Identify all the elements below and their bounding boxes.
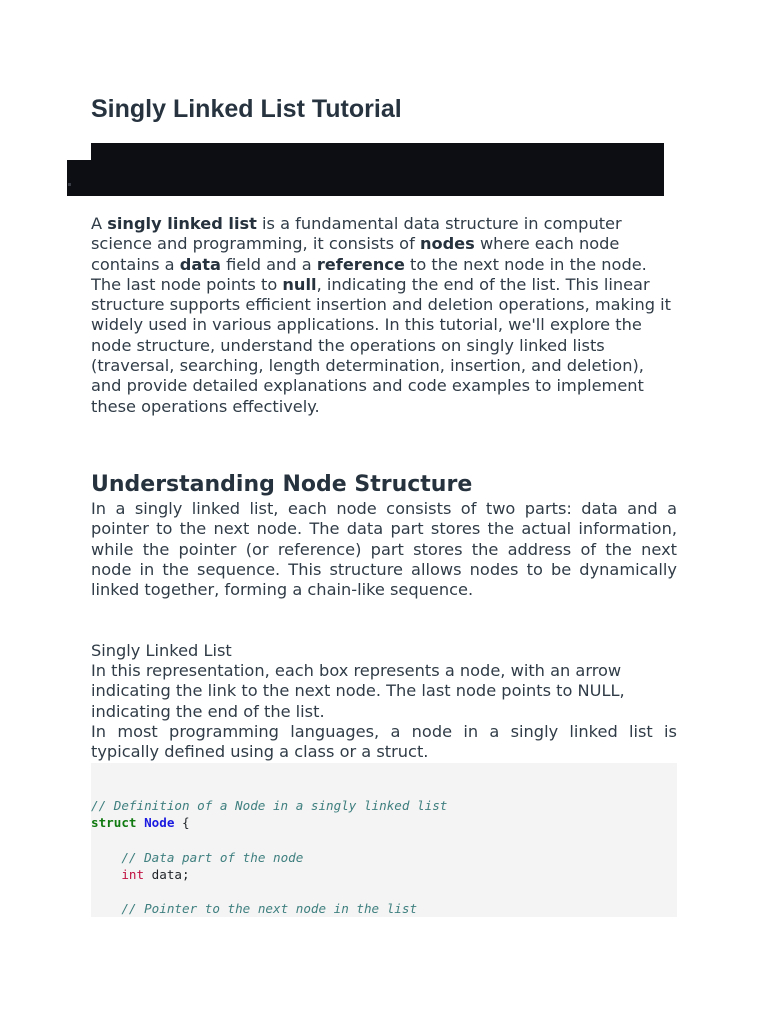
intro-paragraph — [91, 214, 677, 417]
languages-paragraph: In most programming languages, a node in a singly linked list is typically defined using a class or a struct. — [91, 722, 677, 762]
intro-text-3: where each node contains a — [91, 234, 620, 274]
code-type-node: Node — [144, 815, 175, 831]
code-comment-definition: // Definition of a Node in a singly linked list — [91, 798, 448, 813]
code-comment-pointer: // Pointer to the next node in the list — [121, 901, 418, 917]
banner-marker — [68, 183, 71, 186]
intro-text-5: to the next node in the node. The last node points to — [91, 254, 647, 294]
code-block — [91, 763, 677, 917]
representation-paragraph: In this representation, each box represents a node, with an arrow indicating the link to the next node. The last node points to NULL, indicating the end of the list. — [91, 661, 625, 721]
code-brace-open: { — [174, 815, 190, 831]
term-singly-linked-list: singly linked list — [107, 214, 257, 233]
code-comment-data: // Data part of the node — [121, 849, 304, 865]
intro-text-2: is a fundamental data structure in computer science and programming, it consists of — [91, 214, 622, 254]
dark-banner-tab — [67, 160, 93, 196]
term-nodes: nodes — [419, 234, 475, 254]
intro-text-6: , indicating the end of the list. This linear structure supports efficient insertion and deletion operations, making it widely used in various applications. In this tutorial, we'll explore the node structure, understand the operations on singly linked lists (traversal, searching, length determination, insertion, and deletion), and provide detailed explanations and code examples to implement these operations effectively. — [91, 274, 671, 416]
code-field-data: data; — [144, 866, 190, 882]
figure-caption: Singly Linked List — [91, 641, 232, 660]
code-listing — [91, 763, 677, 917]
page-title: Singly Linked List Tutorial — [91, 95, 402, 123]
code-keyword-int: int — [121, 866, 145, 882]
node-structure-paragraph: In a singly linked list, each node consists of two parts: data and a pointer to the next node. The data part stores the actual information, while the pointer (or reference) part stores the address of the next node in the sequence. This structure allows nodes to be dynamically linked together, forming a chain-like sequence. — [91, 499, 677, 600]
section-heading: Understanding Node Structure — [91, 472, 473, 497]
dark-banner-image — [91, 143, 664, 196]
intro-text-1: A — [91, 214, 108, 233]
term-null: null — [282, 274, 317, 294]
term-reference: reference — [316, 254, 405, 274]
term-data: data — [179, 254, 221, 274]
intro-text-4: field and a — [220, 254, 317, 274]
code-keyword-struct: struct — [91, 815, 137, 831]
